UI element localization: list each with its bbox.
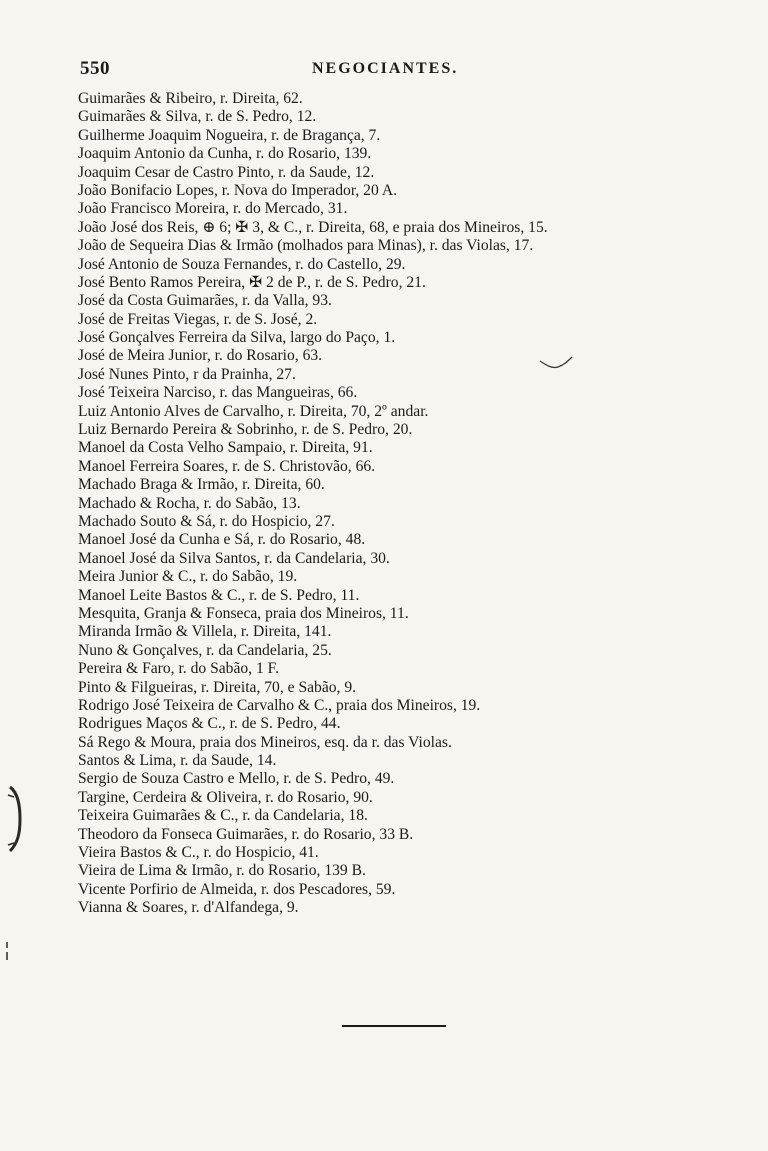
list-item: Manoel Leite Bastos & C., r. de S. Pedro, 11. [78,586,360,604]
closing-rule [342,1025,446,1027]
list-item: Pinto & Filgueiras, r. Direita, 70, e Sabão, 9. [78,678,357,696]
list-item: Theodoro da Fonseca Guimarães, r. do Rosario, 33 B. [78,825,414,843]
list-item: João de Sequeira Dias & Irmão (molhados para Minas), r. das Violas, 17. [78,237,534,255]
list-item: Targine, Cerdeira & Oliveira, r. do Rosario, 90. [78,788,373,806]
list-item: Manoel José da Cunha e Sá, r. do Rosario, 48. [78,531,366,549]
page-number: 550 [80,58,110,79]
list-item: Luiz Bernardo Pereira & Sobrinho, r. de S. Pedro, 20. [78,421,413,439]
list-item: Manoel Ferreira Soares, r. de S. Christovão, 66. [78,457,376,475]
list-item: Guilherme Joaquim Nogueira, r. de Bragança, 7. [78,126,381,144]
list-item: Machado & Rocha, r. do Sabão, 13. [78,494,301,512]
list-item: Teixeira Guimarães & C., r. da Candelaria, 18. [78,807,368,825]
list-item: Machado Souto & Sá, r. do Hospicio, 27. [78,512,335,530]
list-item: José Nunes Pinto, r da Prainha, 27. [78,365,296,383]
margin-bracket-icon [6,785,28,855]
pencil-check-mark-icon [538,355,574,375]
list-item: Guimarães & Ribeiro, r. Direita, 62. [78,90,303,107]
list-item: Sá Rego & Moura, praia dos Mineiros, esq. da r. das Violas. [78,733,452,751]
list-item: Manoel da Costa Velho Sampaio, r. Direita, 91. [78,439,373,457]
list-item: João Francisco Moreira, r. do Mercado, 31. [78,200,348,218]
list-item: José Gonçalves Ferreira da Silva, largo do Paço, 1. [78,329,396,347]
list-item: Joaquim Cesar de Castro Pinto, r. da Saude, 12. [78,163,375,181]
list-item: João Bonifacio Lopes, r. Nova do Imperador, 20 A. [78,181,397,199]
page-header [80,58,680,88]
running-head: NEGOCIANTES. [312,60,459,77]
merchant-directory-list [78,90,728,918]
list-item: Pereira & Faro, r. do Sabão, 1 F. [78,660,280,678]
list-item: José Antonio de Souza Fernandes, r. do Castello, 29. [78,255,406,273]
margin-dots-icon [3,940,11,964]
list-item: Miranda Irmão & Villela, r. Direita, 141. [78,623,332,641]
list-item: Mesquita, Granja & Fonseca, praia dos Mineiros, 11. [78,604,409,622]
list-item: José Bento Ramos Pereira, ✠ 2 de P., r. de S. Pedro, 21. [78,273,426,291]
list-item: Rodrigues Maços & C., r. de S. Pedro, 44. [78,715,341,733]
list-item: Luiz Antonio Alves de Carvalho, r. Direita, 70, 2º andar. [78,402,429,420]
list-item: Santos & Lima, r. da Saude, 14. [78,752,277,770]
list-item: Vianna & Soares, r. d'Alfandega, 9. [78,899,299,917]
list-item: Vieira Bastos & C., r. do Hospicio, 41. [78,844,319,862]
list-item: José da Costa Guimarães, r. da Valla, 93. [78,292,332,310]
list-item: Sergio de Souza Castro e Mello, r. de S. Pedro, 49. [78,770,395,788]
list-item: Vieira de Lima & Irmão, r. do Rosario, 139 B. [78,862,366,880]
list-item: Machado Braga & Irmão, r. Direita, 60. [78,476,325,494]
list-item: José de Meira Junior, r. do Rosario, 63. [78,347,323,365]
list-item: Joaquim Antonio da Cunha, r. do Rosario, 139. [78,145,372,163]
list-item: Nuno & Gonçalves, r. da Candelaria, 25. [78,641,332,659]
list-item: Manoel José da Silva Santos, r. da Candelaria, 30. [78,549,390,567]
list-item: José de Freitas Viegas, r. de S. José, 2. [78,310,318,328]
list-item: João José dos Reis, ⊕ 6; ✠ 3, & C., r. Direita, 68, e praia dos Mineiros, 15. [78,218,548,236]
list-item: Rodrigo José Teixeira de Carvalho & C., praia dos Mineiros, 19. [78,696,481,714]
list-item: Vicente Porfirio de Almeida, r. dos Pescadores, 59. [78,880,396,898]
list-item: José Teixeira Narciso, r. das Mangueiras, 66. [78,384,358,402]
list-item: Meira Junior & C., r. do Sabão, 19. [78,568,298,586]
list-item: Guimarães & Silva, r. de S. Pedro, 12. [78,108,317,126]
